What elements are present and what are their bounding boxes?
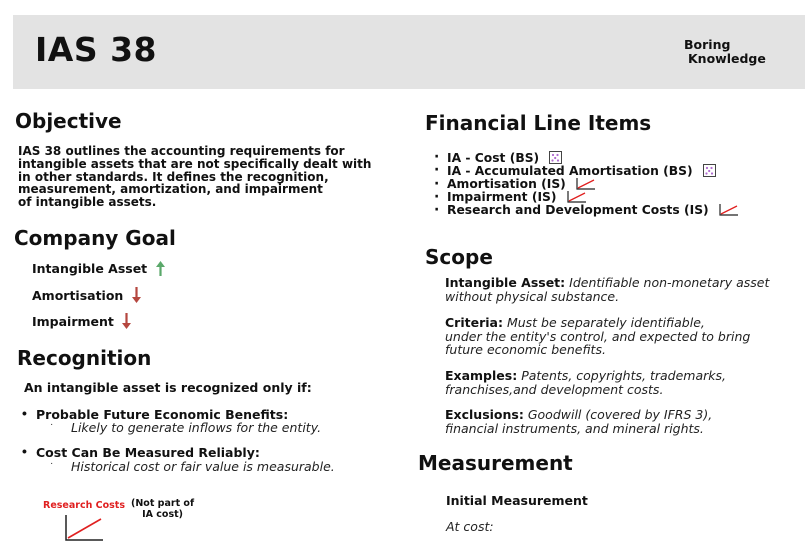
objective-text — [18, 145, 371, 209]
company-goal-heading: Company Goal — [14, 226, 176, 250]
scope-value: without physical substance. — [445, 288, 620, 304]
page-title: IAS 38 — [35, 30, 157, 69]
goal-item-label: Amortisation — [32, 288, 124, 303]
line-item-label: IA - Cost (BS) — [447, 151, 540, 165]
recognition-intro: An intangible asset is recognized only if: — [24, 380, 312, 395]
criterion-title: Cost Can Be Measured Reliably: — [36, 445, 260, 460]
scope-intangible-asset — [445, 276, 769, 303]
scope-examples — [445, 369, 726, 396]
objective-heading: Objective — [15, 109, 122, 133]
scope-key: Intangible Asset: — [445, 275, 566, 290]
scope-value: franchises,and development costs. — [445, 381, 664, 397]
list-item — [434, 151, 739, 164]
objective-line: of intangible assets. — [18, 195, 157, 210]
arrow-down-icon — [132, 287, 141, 303]
initial-measurement-label: Initial Measurement — [446, 493, 588, 508]
brand-logo — [684, 38, 766, 66]
recognition-heading: Recognition — [17, 346, 152, 370]
line-item-label: Impairment (IS) — [447, 189, 557, 204]
objective-line: intangible assets that are not specifically dealt with — [18, 156, 372, 171]
income-statement-chart-icon — [64, 514, 104, 542]
criterion-detail: Likely to generate inflows for the entity. — [71, 420, 322, 435]
bullet-icon: • — [22, 405, 27, 421]
scope-criteria — [445, 316, 750, 357]
sub-bullet-icon: · — [50, 458, 54, 469]
scope-value: Identifiable non-monetary asset — [565, 275, 770, 290]
bullet-icon: • — [22, 443, 27, 459]
scope-key: Criteria: — [445, 315, 503, 330]
goal-item-impairment — [32, 313, 131, 329]
brand-line-2: Knowledge — [688, 51, 766, 66]
arrow-up-icon — [156, 261, 165, 276]
financial-line-items-list — [434, 151, 739, 217]
research-costs-note — [131, 499, 194, 520]
line-item-label: Amortisation (IS) — [447, 176, 566, 191]
scope-key: Exclusions: — [445, 407, 524, 422]
criterion-title: Probable Future Economic Benefits: — [36, 407, 289, 422]
list-item — [434, 204, 739, 217]
measurement-heading: Measurement — [418, 451, 573, 475]
list-item — [434, 164, 739, 177]
line-item-label: Research and Development Costs (IS) — [447, 203, 709, 218]
objective-line: in other standards. It defines the recognition, — [18, 169, 329, 184]
scope-key: Examples: — [445, 368, 518, 383]
research-note-line: IA cost) — [142, 508, 183, 520]
measurement-value: At cost: — [446, 519, 494, 534]
scope-value: Must be separately identifiable, — [502, 315, 705, 330]
financial-line-items-heading: Financial Line Items — [425, 111, 652, 135]
income-statement-icon — [719, 204, 739, 219]
scope-heading: Scope — [425, 245, 493, 269]
objective-line: measurement, amortization, and impairment — [18, 182, 323, 197]
scope-exclusions — [445, 408, 712, 435]
arrow-down-icon — [122, 313, 131, 329]
scope-value: future economic benefits. — [445, 342, 606, 357]
scope-value: under the entity's control, and expected to bring — [445, 328, 751, 344]
criterion-detail: Historical cost or fair value is measurable. — [71, 459, 335, 474]
research-note-line: (Not part of — [131, 498, 195, 509]
goal-item-label: Intangible Asset — [32, 261, 148, 276]
brand-line-1: Boring — [684, 37, 731, 52]
scope-value: financial instruments, and mineral rights. — [445, 420, 704, 436]
goal-item-label: Impairment — [32, 314, 114, 329]
research-costs-label: Research Costs — [43, 500, 126, 511]
list-item — [434, 178, 739, 191]
line-item-label: IA - Accumulated Amortisation (BS) — [447, 164, 693, 179]
goal-item-intangible-asset — [32, 261, 165, 276]
objective-line: IAS 38 outlines the accounting requirements for — [18, 144, 345, 158]
scope-value: Patents, copyrights, trademarks, — [517, 368, 726, 383]
list-item — [434, 191, 739, 204]
goal-item-amortisation — [32, 287, 141, 303]
sub-bullet-icon: · — [50, 419, 54, 430]
scope-value: Goodwill (covered by IFRS 3), — [523, 407, 713, 422]
